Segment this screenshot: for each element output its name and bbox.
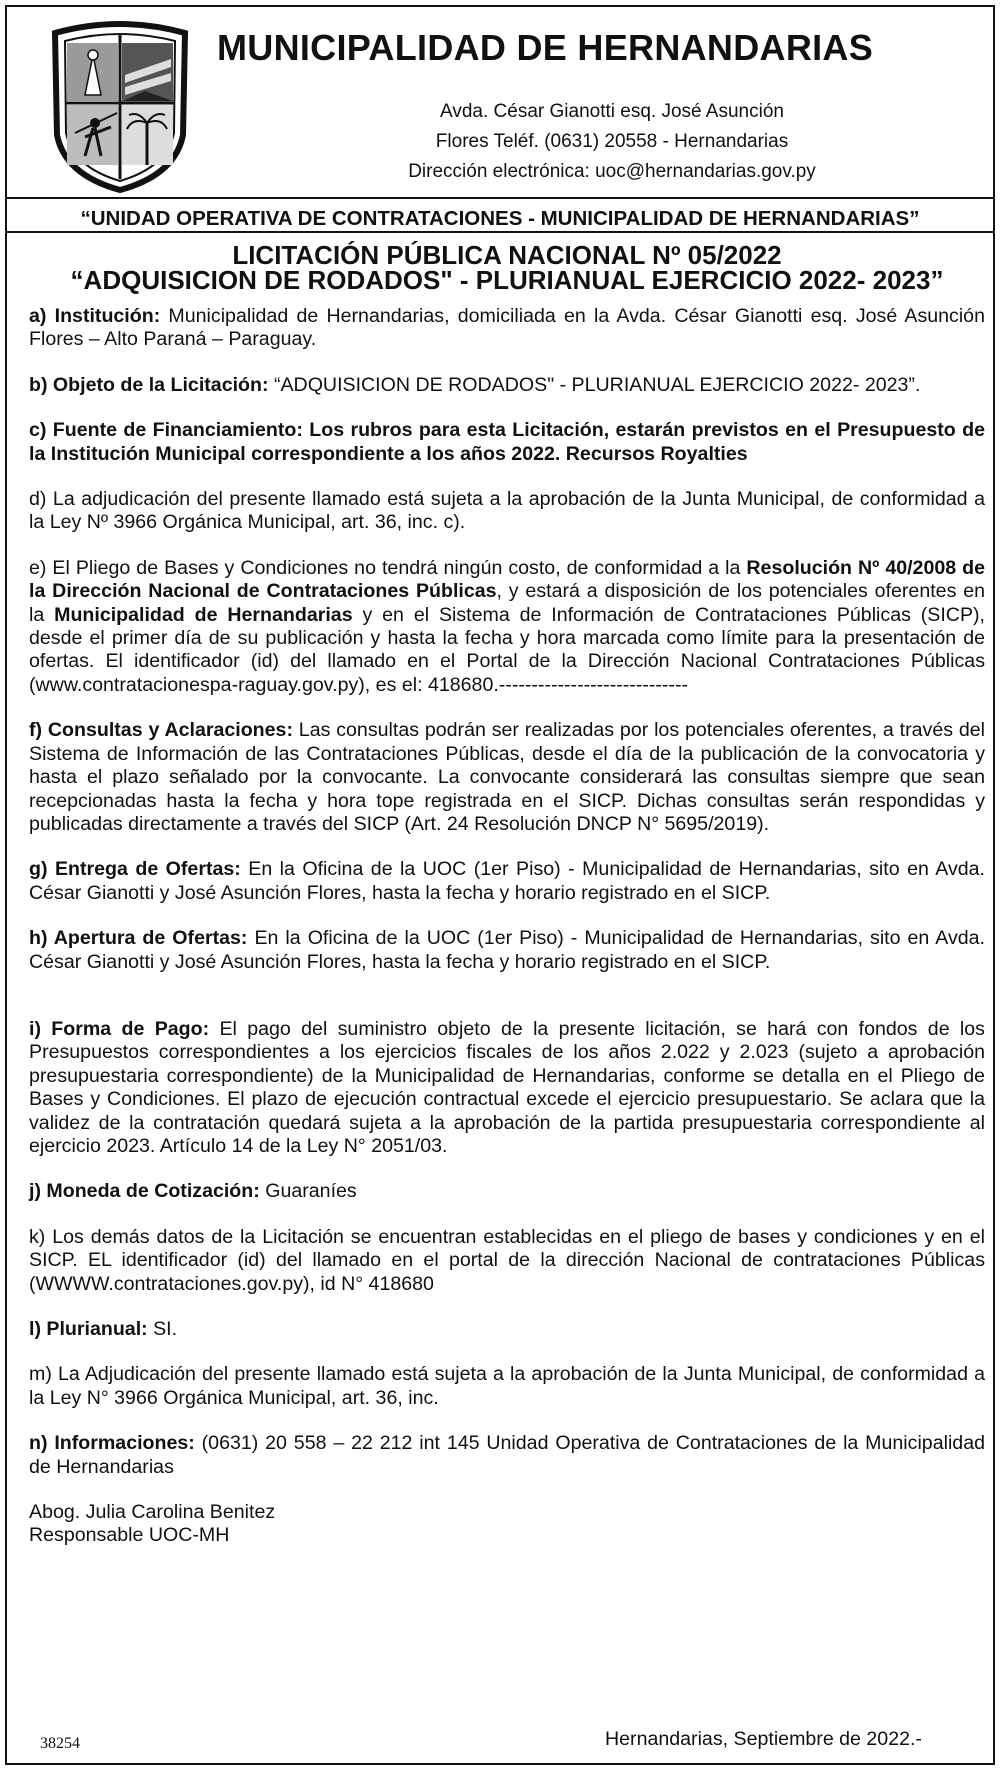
header	[7, 7, 993, 197]
ad-number: 38254	[40, 1735, 80, 1752]
email-line: Dirección electrónica: uoc@hernandarias.gov.py	[408, 161, 816, 182]
section-e-text-3: y en el Sistema de Información de Contrataciones Públicas (SICP), desde el primer día de su publicación y hasta la fecha y hora marcada como límite para la presentación de ofertas. El identificador (id) del llamado en el Portal de la Dirección Nacional Contrataciones Públicas (www.contratacionespa-raguay.gov.py), es el: 418680.-----------------------------	[29, 603, 985, 696]
section-f-text: Las consultas podrán ser realizadas por los potenciales oferentes, a través del Sistema de Información de las Contrataciones Públicas, desde el día de la publicación de la convocatoria y hasta el plazo señalado por la convocante. La convocante considerará las consultas siempre que sean recepcionadas hasta la fecha y hora tope registrada en el SICP. Dichas consultas serán respondidas y publicadas directamente a través del SICP (Art. 24 Resolución DNCP N° 5695/2019).	[29, 719, 985, 835]
licitacion-heading	[29, 240, 985, 295]
section-n-label: n) Informaciones:	[29, 1432, 195, 1455]
section-i-label: i) Forma de Pago:	[29, 1017, 210, 1040]
signatory-role: Responsable UOC-MH	[29, 1524, 230, 1547]
section-j	[29, 1180, 985, 1203]
section-d: d) La adjudicación del presente llamado está sujeta a la aprobación de la Junta Municipal, de conformidad a la Ley Nº 3966 Orgánica Municipal, art. 36, inc. c).	[29, 488, 985, 534]
section-m: m) La Adjudicación del presente llamado está sujeta a la aprobación de la Junta Municipal, de conformidad a la Ley N° 3966 Orgánica Municipal, art. 36, inc.	[29, 1363, 985, 1409]
section-f	[29, 719, 985, 836]
section-h-label: h) Apertura de Ofertas:	[29, 927, 248, 950]
section-i-text: El pago del suministro objeto de la presente licitación, se hará con fondos de los Presupuestos correspondientes a los ejercicios fiscales de los años 2.022 y 2.023 (sujeto a aprobación presupuestaria correspondiente) de la Municipalidad de Hernandarias, conforme se detalla en el Pliego de Bases y Condiciones. El plazo de ejecución contractual excede el ejercicio presupuestario. Se aclara que la validez de la contratación quedará sujeta a la aprobación de la partida presupuestaria correspondiente al ejercicio 2023. Artículo 14 de la Ley N° 2051/03.	[29, 1017, 985, 1157]
address-line-1: Avda. César Gianotti esq. José Asunción	[440, 101, 784, 122]
section-f-label: f) Consultas y Aclaraciones:	[29, 719, 293, 742]
section-e-text-1: e) El Pliego de Bases y Condiciones no tendrá ningún costo, de conformidad a la	[29, 556, 747, 579]
address-line-2: Flores Teléf. (0631) 20558 - Hernandarias	[435, 131, 789, 152]
section-j-text: Guaraníes	[259, 1180, 357, 1203]
section-l	[29, 1318, 985, 1341]
section-b-label: b) Objeto de la Licitación:	[29, 373, 269, 396]
municipal-crest-icon	[35, 15, 205, 193]
notice-body	[29, 240, 986, 1548]
section-k: k) Los demás datos de la Licitación se encuentran establecidas en el pliego de bases y condiciones y en el SICP. EL identificador (id) del llamado en el portal de la dirección Nacional de contrataciones Públicas (WWWW.contrataciones.gov.py), id N° 418680	[29, 1225, 985, 1295]
section-e-text-2: , y estará a disposición de los potenciales oferentes en la	[29, 580, 985, 626]
divider-top	[7, 197, 993, 199]
section-l-label: l) Plurianual:	[29, 1318, 148, 1340]
spacer	[29, 996, 985, 1018]
section-h	[29, 927, 985, 974]
section-a	[29, 305, 985, 352]
licitacion-subtitle: “ADQUISICION DE RODADOS" - PLURIANUAL EJERCICIO 2022- 2023”	[70, 265, 944, 295]
section-g-text: En la Oficina de la UOC (1er Piso) - Municipalidad de Hernandarias, sito en Avda. César Gianotti y José Asunción Flores, hasta la fecha y horario registrado en el SICP.	[29, 858, 985, 904]
section-c-text: c) Fuente de Financiamiento: Los rubros para esta Licitación, estarán previstos en el Presupuesto de la Institución Municipal correspondiente a los años 2022. Recursos Royalties	[29, 419, 985, 465]
section-c	[29, 419, 985, 466]
section-l-text: SI.	[147, 1318, 178, 1340]
section-b-text: “ADQUISICION DE RODADOS" - PLURIANUAL EJERCICIO 2022- 2023”.	[268, 373, 921, 396]
section-g	[29, 858, 985, 905]
licitacion-title: LICITACIÓN PÚBLICA NACIONAL Nº 05/2022	[232, 240, 782, 270]
section-e	[29, 557, 985, 697]
issue-date: Hernandarias, Septiembre de 2022.-	[605, 1728, 922, 1750]
section-g-label: g) Entrega de Ofertas:	[29, 858, 241, 881]
municipality-title: MUNICIPALIDAD DE HERNANDARIAS	[217, 27, 874, 68]
section-i	[29, 1018, 985, 1158]
section-b	[29, 374, 985, 397]
section-e-bold-1: Resolución Nº 40/2008 de la Dirección Nacional de Contrataciones Públicas	[29, 556, 986, 603]
section-h-text: En la Oficina de la UOC (1er Piso) - Municipalidad de Hernandarias, sito en Avda. César Gianotti y José Asunción Flores, hasta la fecha y horario registrado en el SICP.	[29, 927, 985, 973]
signature-block	[29, 1501, 985, 1548]
uoc-banner: “UNIDAD OPERATIVA DE CONTRATACIONES - MUNICIPALIDAD DE HERNANDARIAS”	[80, 207, 920, 230]
section-e-bold-2: Municipalidad de Hernandarias	[54, 603, 353, 626]
section-n	[29, 1432, 985, 1479]
section-a-text: Municipalidad de Hernandarias, domiciliada en la Avda. César Gianotti esq. José Asunción Flores – Alto Paraná – Paraguay.	[29, 305, 985, 351]
signatory-name: Abog. Julia Carolina Benitez	[29, 1501, 276, 1524]
section-a-label: a) Institución:	[29, 305, 161, 327]
section-n-text: (0631) 20 558 – 22 212 int 145 Unidad Operativa de Contrataciones de la Municipalidad de Hernandarias	[29, 1432, 985, 1478]
section-j-label: j) Moneda de Cotización:	[29, 1180, 260, 1203]
divider-bottom	[7, 231, 993, 233]
notice-frame	[5, 5, 995, 1765]
